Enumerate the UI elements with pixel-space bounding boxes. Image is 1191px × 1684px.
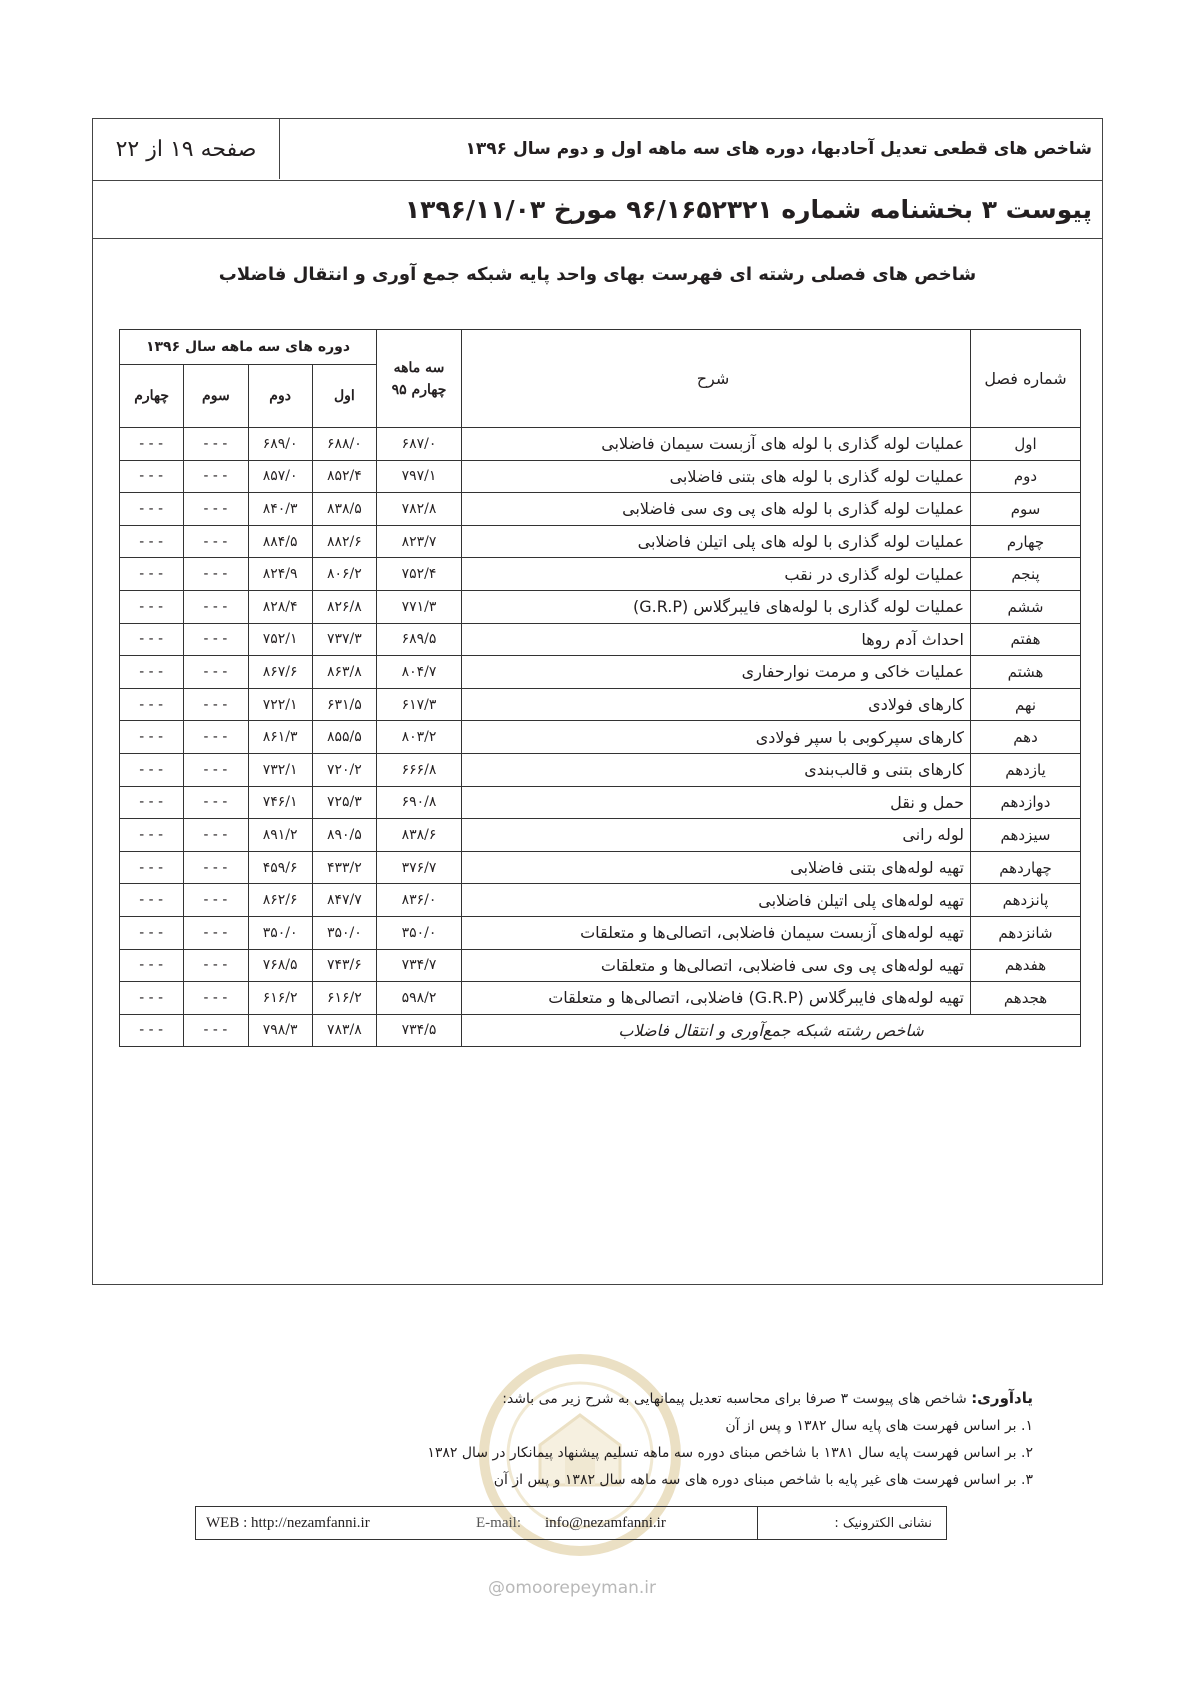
description-cell: عملیات لوله گذاری با لوله های آزبست سیمان فاضلابی: [462, 428, 971, 461]
q4-cell: ---: [120, 916, 184, 949]
chapter-cell: نهم: [971, 688, 1081, 721]
q1-cell: ۷۴۳/۶: [312, 949, 376, 982]
header-prev-quarter-line1: سه ماهه: [393, 359, 445, 376]
table-row: [120, 819, 1081, 852]
q4-cell: ---: [120, 525, 184, 558]
header-q4: چهارم: [120, 365, 184, 428]
chapter-cell: هفتم: [971, 623, 1081, 656]
description-cell: لوله رانی: [462, 819, 971, 852]
q2-cell: ۸۶۱/۳: [248, 721, 312, 754]
table-row: [120, 916, 1081, 949]
chapter-cell: پنجم: [971, 558, 1081, 591]
q3-cell: ---: [184, 590, 248, 623]
prev-quarter-cell: ۳۵۰/۰: [377, 916, 462, 949]
table-row: [120, 460, 1081, 493]
header-q2: دوم: [248, 365, 312, 428]
q1-cell: ۶۳۱/۵: [312, 688, 376, 721]
q1-cell: ۸۹۰/۵: [312, 819, 376, 852]
email-link[interactable]: info@nezamfanni.ir: [545, 1514, 666, 1531]
q4-cell: ---: [120, 656, 184, 689]
prev-quarter-cell: ۶۶۶/۸: [377, 753, 462, 786]
header-q1: اول: [312, 365, 376, 428]
q3-cell: ---: [184, 786, 248, 819]
email-label: E-mail:: [476, 1514, 521, 1531]
table-row: [120, 590, 1081, 623]
watermark-text: @omoorepeyman.ir: [488, 1578, 657, 1598]
description-cell: تهیه لوله‌های پی وی سی فاضلابی، اتصالی‌ها و متعلقات: [462, 949, 971, 982]
q3-cell: ---: [184, 819, 248, 852]
notes-section: [133, 1385, 1033, 1494]
description-cell: عملیات خاکی و مرمت نوارحفاری: [462, 656, 971, 689]
q2-cell: ۴۵۹/۶: [248, 851, 312, 884]
page-number: صفحه ۱۹ از ۲۲: [93, 119, 280, 179]
table-row: [120, 493, 1081, 526]
total-q4: ---: [120, 1014, 184, 1047]
prev-quarter-cell: ۶۸۷/۰: [377, 428, 462, 461]
chapter-cell: هفدهم: [971, 949, 1081, 982]
chapter-cell: هشتم: [971, 656, 1081, 689]
q2-cell: ۸۲۸/۴: [248, 590, 312, 623]
q4-cell: ---: [120, 460, 184, 493]
q2-cell: ۸۹۱/۲: [248, 819, 312, 852]
note-item: ۳. بر اساس فهرست های غیر پایه با شاخص مبنای دوره های سه ماهه سال ۱۳۸۲ و پس از آن: [493, 1472, 1033, 1488]
table-row: [120, 949, 1081, 982]
q4-cell: ---: [120, 949, 184, 982]
index-table: [119, 329, 1081, 1047]
q3-cell: ---: [184, 558, 248, 591]
q1-cell: ۸۵۲/۴: [312, 460, 376, 493]
q1-cell: ۸۴۷/۷: [312, 884, 376, 917]
q2-cell: ۷۶۸/۵: [248, 949, 312, 982]
table-row: [120, 786, 1081, 819]
q4-cell: ---: [120, 688, 184, 721]
q1-cell: ۷۳۷/۳: [312, 623, 376, 656]
header-prev-quarter: [377, 330, 462, 428]
q4-cell: ---: [120, 753, 184, 786]
note-item: ۲. بر اساس فهرست پایه سال ۱۳۸۱ با شاخص مبنای دوره سه ماهه تسلیم پیشنهاد پیمانکار در سال ۱۳۸۲: [427, 1445, 1033, 1461]
q1-cell: ۷۲۵/۳: [312, 786, 376, 819]
q2-cell: ۸۴۰/۳: [248, 493, 312, 526]
q4-cell: ---: [120, 851, 184, 884]
q4-cell: ---: [120, 623, 184, 656]
chapter-cell: سیزدهم: [971, 819, 1081, 852]
description-cell: کارهای فولادی: [462, 688, 971, 721]
contact-footer: [195, 1506, 947, 1540]
prev-quarter-cell: ۷۹۷/۱: [377, 460, 462, 493]
q3-cell: ---: [184, 525, 248, 558]
total-prev-quarter: ۷۳۴/۵: [377, 1014, 462, 1047]
q3-cell: ---: [184, 982, 248, 1015]
q1-cell: ۴۳۳/۲: [312, 851, 376, 884]
description-cell: عملیات لوله گذاری در نقب: [462, 558, 971, 591]
description-cell: عملیات لوله گذاری با لوله های پی وی سی فاضلابی: [462, 493, 971, 526]
table-row: [120, 753, 1081, 786]
prev-quarter-cell: ۶۱۷/۳: [377, 688, 462, 721]
q2-cell: ۶۸۹/۰: [248, 428, 312, 461]
q1-cell: ۸۰۶/۲: [312, 558, 376, 591]
prev-quarter-cell: ۸۳۶/۰: [377, 884, 462, 917]
q2-cell: ۷۵۲/۱: [248, 623, 312, 656]
q3-cell: ---: [184, 688, 248, 721]
table-row: [120, 688, 1081, 721]
chapter-cell: سوم: [971, 493, 1081, 526]
chapter-cell: دهم: [971, 721, 1081, 754]
page-frame: [92, 118, 1103, 1285]
total-q1: ۷۸۳/۸: [312, 1014, 376, 1047]
table-body: [120, 428, 1081, 1047]
q4-cell: ---: [120, 558, 184, 591]
prev-quarter-cell: ۷۳۴/۷: [377, 949, 462, 982]
q3-cell: ---: [184, 916, 248, 949]
chapter-cell: دوازدهم: [971, 786, 1081, 819]
description-cell: کارهای سپرکوبی با سپر فولادی: [462, 721, 971, 754]
contact-label: نشانی الکترونیک :: [757, 1507, 946, 1539]
chapter-cell: ششم: [971, 590, 1081, 623]
description-cell: احداث آدم روها: [462, 623, 971, 656]
q3-cell: ---: [184, 753, 248, 786]
prev-quarter-cell: ۶۹۰/۸: [377, 786, 462, 819]
prev-quarter-cell: ۷۵۲/۴: [377, 558, 462, 591]
chapter-cell: شانزدهم: [971, 916, 1081, 949]
q1-cell: ۶۸۸/۰: [312, 428, 376, 461]
q4-cell: ---: [120, 428, 184, 461]
header-chapter-no: شماره فصل: [971, 330, 1081, 428]
q3-cell: ---: [184, 623, 248, 656]
q1-cell: ۸۶۳/۸: [312, 656, 376, 689]
description-cell: تهیه لوله‌های پلی اتیلن فاضلابی: [462, 884, 971, 917]
description-cell: کارهای بتنی و قالب‌بندی: [462, 753, 971, 786]
description-cell: تهیه لوله‌های فایبرگلاس (G.R.P) فاضلابی، اتصالی‌ها و متعلقات: [462, 982, 971, 1015]
q3-cell: ---: [184, 851, 248, 884]
q3-cell: ---: [184, 656, 248, 689]
prev-quarter-cell: ۸۰۴/۷: [377, 656, 462, 689]
table-row: [120, 558, 1081, 591]
description-cell: عملیات لوله گذاری با لوله های پلی اتیلن فاضلابی: [462, 525, 971, 558]
description-cell: حمل و نقل: [462, 786, 971, 819]
q2-cell: ۷۲۲/۱: [248, 688, 312, 721]
prev-quarter-cell: ۷۸۲/۸: [377, 493, 462, 526]
note-item: ۱. بر اساس فهرست های پایه سال ۱۳۸۲ و پس از آن: [725, 1418, 1033, 1434]
q4-cell: ---: [120, 819, 184, 852]
q2-cell: ۸۲۴/۹: [248, 558, 312, 591]
notes-intro-line: [133, 1385, 1033, 1413]
q2-cell: ۷۳۲/۱: [248, 753, 312, 786]
q3-cell: ---: [184, 721, 248, 754]
chapter-cell: چهاردهم: [971, 851, 1081, 884]
document-title: شاخص های قطعی تعدیل آحادبها، دوره های سه ماهه اول و دوم سال ۱۳۹۶: [465, 139, 1092, 159]
prev-quarter-cell: ۷۷۱/۳: [377, 590, 462, 623]
description-cell: تهیه لوله‌های آزبست سیمان فاضلابی، اتصالی‌ها و متعلقات: [462, 916, 971, 949]
q2-cell: ۸۶۷/۶: [248, 656, 312, 689]
prev-quarter-cell: ۶۸۹/۵: [377, 623, 462, 656]
prev-quarter-cell: ۸۰۳/۲: [377, 721, 462, 754]
q2-cell: ۷۴۶/۱: [248, 786, 312, 819]
prev-quarter-cell: ۵۹۸/۲: [377, 982, 462, 1015]
q4-cell: ---: [120, 786, 184, 819]
q1-cell: ۸۲۶/۸: [312, 590, 376, 623]
table-row: [120, 656, 1081, 689]
total-q3: ---: [184, 1014, 248, 1047]
chapter-cell: دوم: [971, 460, 1081, 493]
table-title: شاخص های فصلی رشته ای فهرست بهای واحد پایه شبکه جمع آوری و انتقال فاضلاب: [218, 264, 977, 285]
q2-cell: ۶۱۶/۲: [248, 982, 312, 1015]
q1-cell: ۳۵۰/۰: [312, 916, 376, 949]
q2-cell: ۸۸۴/۵: [248, 525, 312, 558]
table-row: [120, 623, 1081, 656]
q2-cell: ۸۵۷/۰: [248, 460, 312, 493]
notes-intro: شاخص های پیوست ۳ صرفا برای محاسبه تعدیل پیمانهایی به شرح زیر می باشد:: [502, 1391, 967, 1407]
q3-cell: ---: [184, 949, 248, 982]
web-link[interactable]: WEB : http://nezamfanni.ir: [206, 1514, 370, 1531]
table-row: [120, 525, 1081, 558]
q1-cell: ۸۵۵/۵: [312, 721, 376, 754]
prev-quarter-cell: ۳۷۶/۷: [377, 851, 462, 884]
q4-cell: ---: [120, 590, 184, 623]
prev-quarter-cell: ۸۳۸/۶: [377, 819, 462, 852]
chapter-cell: اول: [971, 428, 1081, 461]
q1-cell: ۷۲۰/۲: [312, 753, 376, 786]
q1-cell: ۶۱۶/۲: [312, 982, 376, 1015]
header-quarter-group: دوره های سه ماهه سال ۱۳۹۶: [120, 330, 377, 365]
total-row: [120, 1014, 1081, 1047]
table-row: [120, 721, 1081, 754]
q2-cell: ۳۵۰/۰: [248, 916, 312, 949]
q3-cell: ---: [184, 428, 248, 461]
table-row: [120, 982, 1081, 1015]
q1-cell: ۸۸۲/۶: [312, 525, 376, 558]
chapter-cell: پانزدهم: [971, 884, 1081, 917]
header-row: [93, 119, 1102, 181]
chapter-cell: چهارم: [971, 525, 1081, 558]
notes-title: یادآوری:: [971, 1389, 1033, 1407]
description-cell: عملیات لوله گذاری با لوله های بتنی فاضلابی: [462, 460, 971, 493]
q4-cell: ---: [120, 721, 184, 754]
description-cell: عملیات لوله گذاری با لوله‌های فایبرگلاس (G.R.P): [462, 590, 971, 623]
prev-quarter-cell: ۸۲۳/۷: [377, 525, 462, 558]
table-row: [120, 428, 1081, 461]
header-prev-quarter-line2: چهارم ۹۵: [391, 381, 447, 398]
chapter-cell: هجدهم: [971, 982, 1081, 1015]
header-description: شرح: [462, 330, 971, 428]
email-contact: [476, 1507, 666, 1539]
chapter-cell: یازدهم: [971, 753, 1081, 786]
q2-cell: ۸۶۲/۶: [248, 884, 312, 917]
q3-cell: ---: [184, 493, 248, 526]
q4-cell: ---: [120, 982, 184, 1015]
table-row: [120, 851, 1081, 884]
total-description: شاخص رشته شبکه جمع‌آوری و انتقال فاضلاب: [462, 1014, 1081, 1047]
q4-cell: ---: [120, 493, 184, 526]
header-q3: سوم: [184, 365, 248, 428]
circular-subtitle: پیوست ۳ بخشنامه شماره ۹۶/۱۶۵۲۳۲۱ مورخ ۱۳۹۶/۱۱/۰۳: [93, 181, 1102, 239]
table-row: [120, 884, 1081, 917]
total-q2: ۷۹۸/۳: [248, 1014, 312, 1047]
q3-cell: ---: [184, 884, 248, 917]
q1-cell: ۸۳۸/۵: [312, 493, 376, 526]
description-cell: تهیه لوله‌های بتنی فاضلابی: [462, 851, 971, 884]
q4-cell: ---: [120, 884, 184, 917]
q3-cell: ---: [184, 460, 248, 493]
